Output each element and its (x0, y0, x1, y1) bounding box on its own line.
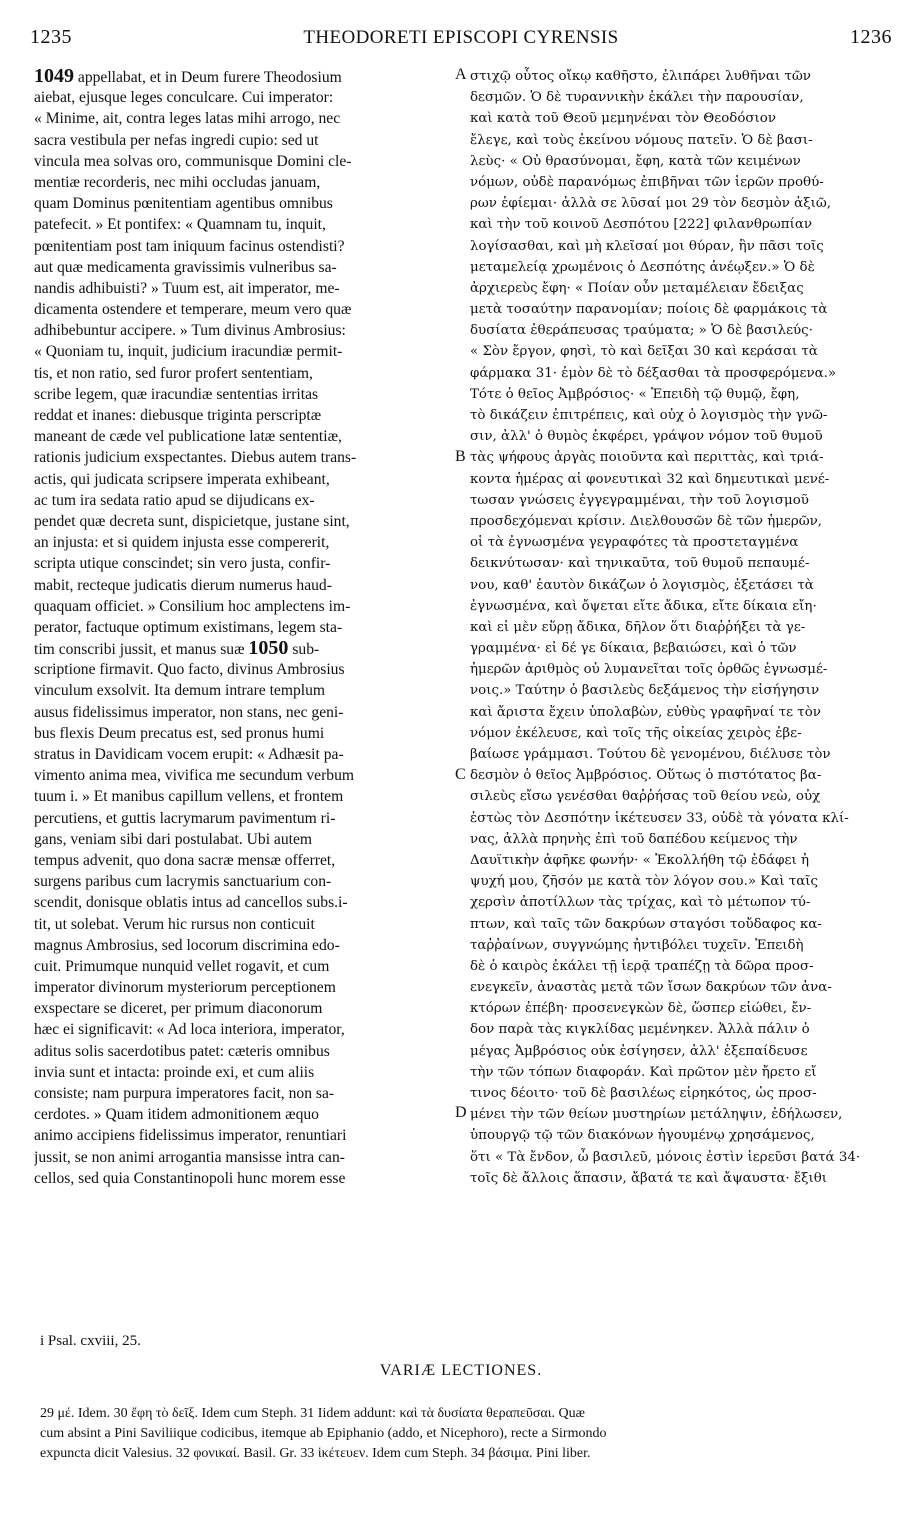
latin-line: aditus solis sacerdotibus patet: cæteris omnibus (34, 1042, 330, 1060)
greek-line: νοις.» Ταύτην ὁ βασιλεὺς δεξάμενος τὴν εἰσήγησιν (470, 683, 820, 699)
latin-line: tempus advenit, quo dona sacræ mensæ offerret, (34, 851, 336, 869)
greek-line: φάρμακα 31· ἐμὸν δὲ τὸ δέξασθαι τὰ προσφερόμενα.» (470, 365, 837, 381)
latin-line: tis, et non ratio, sed furor profert sententiam, (34, 364, 313, 382)
greek-line: ενεγκεῖν, ἀναστὰς μετὰ τῶν ἴσων δακρύων τῶν ἀνα- (470, 980, 832, 996)
greek-line: ὅτι « Τὰ ἔνδον, ὦ βασιλεῦ, μόνοις ἐστὶν ἱερεῦσι βατά 34· (470, 1149, 861, 1165)
greek-line: νόμον ἐκέλευσε, καὶ τοῖς τῆς οἰκείας χειρὸς ἐβε- (470, 725, 802, 741)
latin-line: patefecit. » Et pontifex: « Quamnam tu, inquit, (34, 216, 326, 234)
latin-line: vimento anima mea, vivifica me secundum verbum (34, 767, 355, 785)
greek-line: τὴν τῶν τόπων διαφοράν. Καὶ πρῶτον μὲν ἤρετο εἴ (470, 1064, 817, 1080)
margin-marker-a: A (455, 66, 467, 83)
page-header (30, 26, 892, 60)
greek-line: ἑστὼς τὸν Δεσπότην ἱκέτευσεν 33, οὐδὲ τὰ γόνατα κλί- (470, 810, 849, 826)
greek-line: γραμμένα· εἰ δέ γε δίκαια, βεβαιώσει, καὶ ὁ τῶν (470, 641, 797, 657)
greek-line: ἡμερῶν ἀριθμὸς οὐ λυμανεῖται τοῖς ὀρθῶς ἐγνωσμέ- (470, 662, 828, 678)
page-number-right: 1236 (850, 26, 892, 48)
column-number-1050: 1050 (248, 638, 289, 660)
margin-marker-d: D (455, 1104, 467, 1121)
latin-first-line-text: appellabat, et in Deum furere Theodosium (77, 69, 342, 86)
greek-line: λεὺς· « Οὐ θρασύνομαι, ἔφη, κατὰ τῶν κειμένων (470, 153, 801, 169)
latin-line: invia sunt et intacta: proinde exi, et cum aliis (34, 1063, 315, 1081)
latin-line-text: sub- (292, 641, 320, 659)
greek-line: τὰς ψήφους ἀργὰς ποιοῦντα καὶ περιττὰς, καὶ τριά- (470, 450, 824, 466)
latin-line-text: tim conscribi jussit, et manus suæ (34, 641, 245, 659)
margin-marker-b: B (455, 448, 466, 465)
latin-line: scripta utique conscindet; sin vero justa, confir- (34, 555, 331, 573)
variae-lectiones-heading: VARIÆ LECTIONES. (379, 1362, 543, 1379)
latin-line: gans, veniam sibi dari postulabat. Ubi autem (34, 830, 313, 848)
greek-line: ἀρχιερεὺς ἔφη· « Ποίαν οὖν μεταμέλειαν ἔδειξας (470, 280, 804, 296)
latin-line: stratus in Davidicam vocem erupit: « Adhæsit pa- (34, 746, 344, 763)
greek-line: καὶ τὴν τοῦ κοινοῦ Δεσπότου [222] φιλανθρωπίαν (470, 217, 813, 233)
variae-line: 29 μέ. Idem. 30 ἔφη τὸ δεῖξ. Idem cum Steph. 31 Iidem addunt: καὶ τὰ δυσίατα θεραπεῦσαι. Quæ (40, 1406, 585, 1421)
greek-column (470, 66, 890, 1189)
greek-line: οἱ τὰ ἐγνωσμένα γεγραφότες τὰ προστεταγμένα (470, 535, 799, 551)
greek-line: δεσμῶν. Ὁ δὲ τυραννικὴν ἐκάλει τὴν παρουσίαν, (470, 90, 804, 106)
latin-line: perator, factuque optimum existimans, legem sta- (34, 618, 343, 636)
greek-line: μεταμελείᾳ χρωμένοις ὁ Δεσπότης ἀνέῳξεν.» Ὁ δὲ (470, 259, 815, 275)
page-number-left: 1235 (30, 26, 72, 48)
latin-line: maneant de cæde vel publicatione latæ sententiæ, (34, 428, 342, 446)
greek-line: δον παρὰ τὰς κιγκλίδας μεμένηκεν. Ἀλλὰ πάλιν ὁ (470, 1022, 810, 1038)
latin-line: « Minime, ait, contra leges latas mihi arrogo, nec (34, 110, 341, 128)
greek-line: καὶ κατὰ τοῦ Θεοῦ μεμηνέναι τὸν Θεοδόσιον (470, 111, 776, 127)
scripture-footnote: i Psal. cxviii, 25. (40, 1333, 141, 1349)
latin-line: percutiens, et guttis lacrymarum pavimentum ri- (34, 809, 336, 827)
greek-line: δὲ ὁ καιρὸς ἐκάλει τῇ ἱερᾷ τραπέζῃ τὰ δῶρα προσ- (470, 958, 814, 974)
greek-line: κοντα ἡμέρας αἱ φονευτικαὶ 32 καὶ δημευτικαὶ μενέ- (470, 471, 830, 487)
greek-line: προσδεχόμεναι κρίσιν. Διελθουσῶν δὲ τῶν ἡμερῶν, (470, 513, 823, 529)
latin-line: actis, qui judicata scripsere imperata exhibeant, (34, 470, 330, 488)
greek-line: ρων ἐφίεμαι· ἀλλὰ σε λῦσαί μοι 29 τὸν δεσμὸν ἀξιῶ, (470, 196, 831, 212)
running-title: THEODORETI EPISCOPI CYRENSIS (303, 27, 619, 48)
latin-line: scendit, donisque oblatis intus ad cancellos subs.i- (34, 894, 348, 912)
greek-line: Τότε ὁ θεῖος Ἀμβρόσιος· « Ἐπειδὴ τῷ θυμῷ, ἔφη, (470, 386, 800, 402)
greek-line: μένει τὴν τῶν θείων μυστηρίων μετάληψιν, ἐδήλωσεν, (470, 1107, 843, 1123)
greek-line: Δαυϊτικὴν ἀφῆκε φωνήν· « Ἐκολλήθη τῷ ἐδάφει ἡ (470, 852, 810, 868)
variae-line: expuncta dicit Valesius. 32 φονικαί. Basil. Gr. 33 ἱκέτευεν. Idem cum Steph. 34 βάσιμα. Pini liber. (40, 1446, 591, 1461)
greek-line: κτόρων ἐπέβη· προσενεγκὼν δὲ, ὥσπερ εἰώθει, ἔν- (470, 1001, 812, 1017)
latin-line: scribe legem, quæ iracundiæ sententias irritas (34, 385, 319, 403)
greek-line: « Σὸν ἔργον, φησὶ, τὸ καὶ δεῖξαι 30 καὶ κεράσαι τὰ (470, 344, 818, 360)
latin-line: quaquam officiet. » Consilium hoc amplectens im- (34, 597, 351, 615)
greek-line: στιχῷ οὗτος οἴκῳ καθῆστο, ἐλιπάρει λυθῆναι τῶν (470, 69, 811, 84)
greek-line: σιν, ἀλλ' ὁ θυμὸς ἐκφέρει, γράψον νόμον τοῦ θυμοῦ (470, 429, 823, 445)
greek-line: δεικνύτωσαν· καὶ τηνικαῦτα, τοῦ θυμοῦ πεπαυμέ- (470, 556, 810, 572)
greek-line: ψυχή μου, ζῆσόν με κατὰ τὸν λόγον σου.» Καὶ ταῖς (470, 874, 819, 890)
latin-line: sacra vestibula per nefas ingredi cupio: sed ut (34, 131, 319, 149)
greek-line: ἔλεγε, καὶ τοὺς ἐκείνου νόμους πατεῖν. Ὁ δὲ βασι- (470, 132, 813, 148)
latin-line: ausus fidelissimus imperator, non stans, nec geni- (34, 703, 344, 721)
latin-line: magnus Ambrosius, sed locorum discrimina edo- (34, 936, 340, 954)
greek-line: λογίσασθαι, καὶ μὴ κλεῖσαί μοι θύραν, ἣν πᾶσι τοῖς (470, 238, 824, 254)
greek-line: χερσὶν ἀποτίλλων τὰς τρίχας, καὶ τὸ μέτωπον τύ- (470, 895, 811, 911)
margin-marker-c: C (455, 766, 466, 783)
latin-line: cerdotes. » Quam itidem admonitionem æquo (34, 1106, 319, 1124)
greek-line: τοῖς δὲ ἄλλοις ἅπασιν, ἄβατά τε καὶ ἄψαυστα· ἔξιθι (470, 1170, 828, 1186)
latin-line: quam Dominus pœnitentiam agentibus omnibus (34, 195, 333, 213)
latin-line: scriptione firmavit. Quo facto, divinus Ambrosius (34, 661, 345, 679)
latin-line: tuum i. » Et manibus capillum vellens, et frontem (34, 788, 344, 806)
latin-line: imperator divinorum mysteriorum perceptionem (34, 979, 336, 997)
latin-column (34, 66, 454, 1189)
latin-line: animo accipiens fidelissimus imperator, renuntiari (34, 1127, 347, 1145)
latin-line: mentiæ recorderis, nec mihi occludas januam, (34, 173, 321, 191)
latin-line: vinculum exsolvit. Ita demum intrare templum (34, 682, 326, 700)
greek-line: τωσαν γνώσεις ἐγγεγραμμέναι, τὴν τοῦ λογισμοῦ (470, 492, 809, 508)
latin-line: bus flexis Deum precatus est, sed pronus humi (34, 724, 325, 742)
greek-line: δεσμὸν ὁ θεῖος Ἀμβρόσιος. Οὕτως ὁ πιστότατος βα- (470, 768, 822, 784)
greek-line: ὑπουργῷ τῷ τῶν διακόνων ἡγουμένῳ χρησάμενος, (470, 1128, 815, 1144)
greek-line: καὶ ἄριστα ἔχειν ὑπολαβὼν, εὐθὺς γραφῆναί τε τὸν (470, 704, 821, 720)
latin-line: exspectare se diceret, per primum diaconorum (34, 1000, 323, 1018)
greek-line: βαίωσε γράμμασι. Τούτου δὲ γενομένου, διέλυσε τὸν (470, 747, 831, 762)
latin-first-line (34, 66, 454, 87)
greek-line: τὸ δικάζειν ἐπιτρέπεις, καὶ οὐχ ὁ λογισμὸς τὴν γνῶ- (470, 408, 828, 423)
latin-line: adhibebuntur accipere. » Tum divinus Ambrosius: (34, 322, 346, 340)
greek-line: σιλεὺς εἴσω γενέσθαι θαῤῥήσας τοῦ θείου νεὼ, οὐχ (470, 789, 821, 805)
latin-line: « Quoniam tu, inquit, judicium iracundiæ permit- (34, 343, 343, 361)
latin-line: aiebat, ejusque leges conculcare. Cui imperator: (34, 89, 334, 107)
latin-line: mabit, recteque judicatis dierum numerus haud- (34, 576, 332, 594)
greek-line: καὶ εἰ μὲν εὕρῃ ἄδικα, δῆλον ὅτι διαῤῥήξει τὰ γε- (470, 619, 806, 635)
greek-line: τινος δέοιτο· τοῦ δὲ βασιλέως εἰρηκότος, ὡς προσ- (470, 1086, 817, 1101)
latin-line: pœnitentiam post tam iniquum facinus ostendisti? (34, 237, 345, 255)
latin-line: rationis judicium exspectantes. Diebus autem trans- (34, 449, 357, 467)
latin-line: pendet quæ decreta sunt, dispicietque, justane sint, (34, 512, 350, 530)
latin-line: nandis adhibuisti? » Tuum est, ait imperator, me- (34, 279, 340, 297)
latin-line: surgens paribus cum lacrymis sanctuarium con- (34, 873, 332, 891)
latin-line: reddat et inanes: diebusque triginta perscriptæ (34, 407, 322, 424)
latin-line: dicamenta ostendere et temperare, meum vero quæ (34, 301, 352, 319)
greek-line: νας, ἀλλὰ πρηνὴς ἐπὶ τοῦ δαπέδου κείμενος τὴν (470, 831, 798, 847)
column-number-1049: 1049 (34, 66, 74, 87)
greek-line: ταῤῥαίνων, συγγνώμης ἠντιβόλει τυχεῖν. Ἐπειδὴ (470, 937, 804, 953)
latin-line: cellos, sed quia Constantinopoli hunc morem esse (34, 1169, 346, 1187)
latin-line: an injusta: et si quidem injusta esse compererit, (34, 534, 330, 552)
greek-line: ἐγνωσμένα, καὶ ὄψεται εἴτε ἄδικα, εἴτε δίκαια εἴη· (470, 598, 817, 614)
latin-line: hæc ei significavit: « Ad loca interiora, imperator, (34, 1021, 345, 1039)
greek-line: δυσίατα ἐθεράπευσας τραύματα; » Ὁ δὲ βασιλεύς· (470, 323, 813, 339)
variae-line: cum absint a Pini Saviliique codicibus, itemque ab Epiphanio (addo, et Nicephoro), recte a Sirmondo (40, 1426, 607, 1441)
latin-line: ac tum ira sedata ratio apud se dijudicans ex- (34, 491, 315, 509)
variae-lectiones-notes (40, 1404, 890, 1464)
latin-line (34, 638, 454, 659)
latin-line: aut quæ medicamenta gravissimis vulneribus sa- (34, 258, 337, 276)
greek-line: πτων, καὶ ταῖς τῶν δακρύων σταγόσι τοὔδαφος κα- (470, 916, 822, 932)
greek-line: μέγας Ἀμβρόσιος οὐκ ἐσίγησεν, ἀλλ' ἐξεπαίδευσε (470, 1043, 808, 1059)
latin-line: jussit, se non animi arrogantia mansisse intra can- (34, 1148, 345, 1166)
greek-line: νόμων, οὐδὲ παρανόμως ἐπιβῆναι τῶν ἱερῶν προθύ- (470, 174, 824, 190)
greek-line: νου, καθ' ἑαυτὸν δικάζων ὁ λογισμὸς, ἐξετάσει τὰ (470, 577, 814, 593)
latin-line: cuit. Primumque nunquid vellet rogavit, et cum (34, 957, 330, 975)
greek-line: μετὰ τοσαύτην παρανομίαν; ποίοις δὲ φαρμάκοις τὰ (470, 302, 828, 318)
latin-line: tit, ut solebat. Verum hic rursus non conticuit (34, 915, 315, 933)
latin-line: consiste; nam purpura imperatores facit, non sa- (34, 1085, 335, 1102)
latin-line: vincula mea solvas oro, communisque Domini cle- (34, 152, 352, 170)
